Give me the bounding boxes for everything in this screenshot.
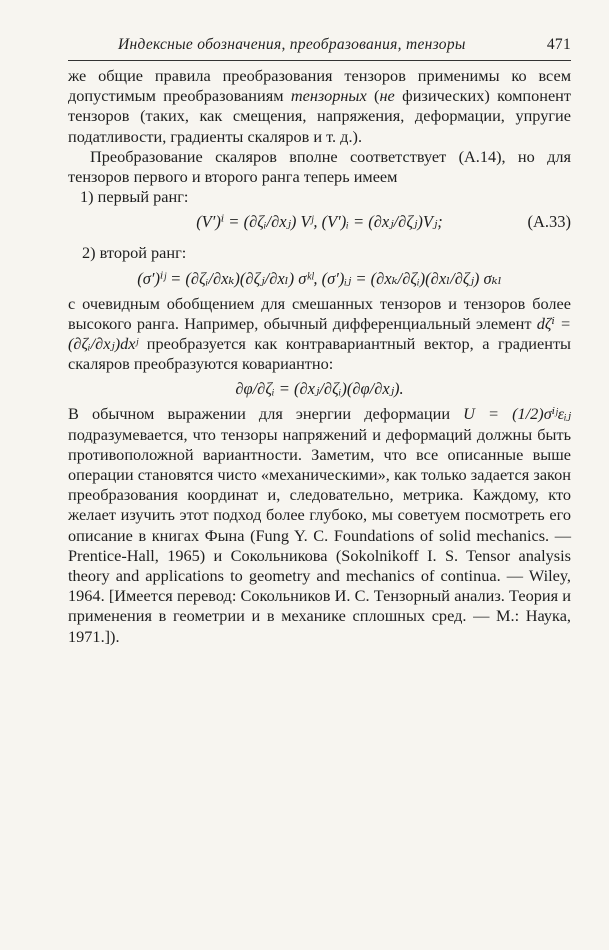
list-item-first-rank: 1) первый ранг: xyxy=(80,187,189,207)
paragraph-3: с очевидным обобщением для смешанных тензоров и тензоров более высокого ранга. Например, обычный дифференциальный элемент dζⁱ = (∂ζᵢ/∂xⱼ)dxʲ преобразуется как контравариантный вектор, а градиенты скаляров преобразуются ковариантно: xyxy=(68,293,571,374)
header-rule xyxy=(68,60,571,61)
list-item-second-rank: 2) второй ранг: xyxy=(82,243,187,263)
equation-a33-body: (V′)ⁱ = (∂ζᵢ/∂xⱼ) Vʲ, (V′)ᵢ = (∂xⱼ/∂ζⱼ)Vⱼ; xyxy=(196,212,443,232)
equation-a33 xyxy=(68,207,571,237)
paragraph-2: Преобразование скаляров вполне соответствует (А.14), но для тензоров первого и второго ранга теперь имеем xyxy=(68,146,571,187)
running-title: Индексные обозначения, преобразования, тензоры xyxy=(118,36,466,53)
paragraph-4: В обычном выражении для энергии деформации U = (1/2)σⁱʲεᵢⱼ подразумевается, что тензоры напряжений и деформаций должны быть противоположной вариантности. Заметим, что все описанные выше операции становятся чисто «механическими», как только задается закон преобразования координат и, следовательно, метрика. Каждому, кто желает изучить этот подход более глубоко, мы советуем посмотреть его описание в книгах Фына (Fung Y. C. Foundations of solid mechanics. — Prentice-Hall, 1965) и Сокольникова (Sokolnikoff I. S. Tensor analysis theory and applications to geometry and mechanics of continua. — Wiley, 1964. [Имеется перевод: Сокольников И. С. Тензорный анализ. Теория и применения в геометрии и в механике сплошных сред. — М.: Наука, 1971.]). xyxy=(68,404,571,646)
equation-gradient: ∂φ/∂ζᵢ = (∂xⱼ/∂ζᵢ)(∂φ/∂xⱼ). xyxy=(235,379,404,399)
paragraph-1: же общие правила преобразования тензоров применимы ко всем допустимым преобразованиям тензорных (не физических) компонент тензоров (таких, как смещения, напряжения, деформации, упругие податливости, градиенты скаляров и т. д.). xyxy=(68,66,571,146)
page-body xyxy=(68,66,571,647)
equation-number: (A.33) xyxy=(527,212,571,232)
equation-second-rank: (σ′)ⁱʲ = (∂ζᵢ/∂xₖ)(∂ζⱼ/∂xₗ) σᵏˡ, (σ′)ᵢⱼ = (∂xₖ/∂ζᵢ)(∂xₗ/∂ζⱼ) σₖₗ xyxy=(137,268,502,288)
page-number: 471 xyxy=(546,36,571,53)
